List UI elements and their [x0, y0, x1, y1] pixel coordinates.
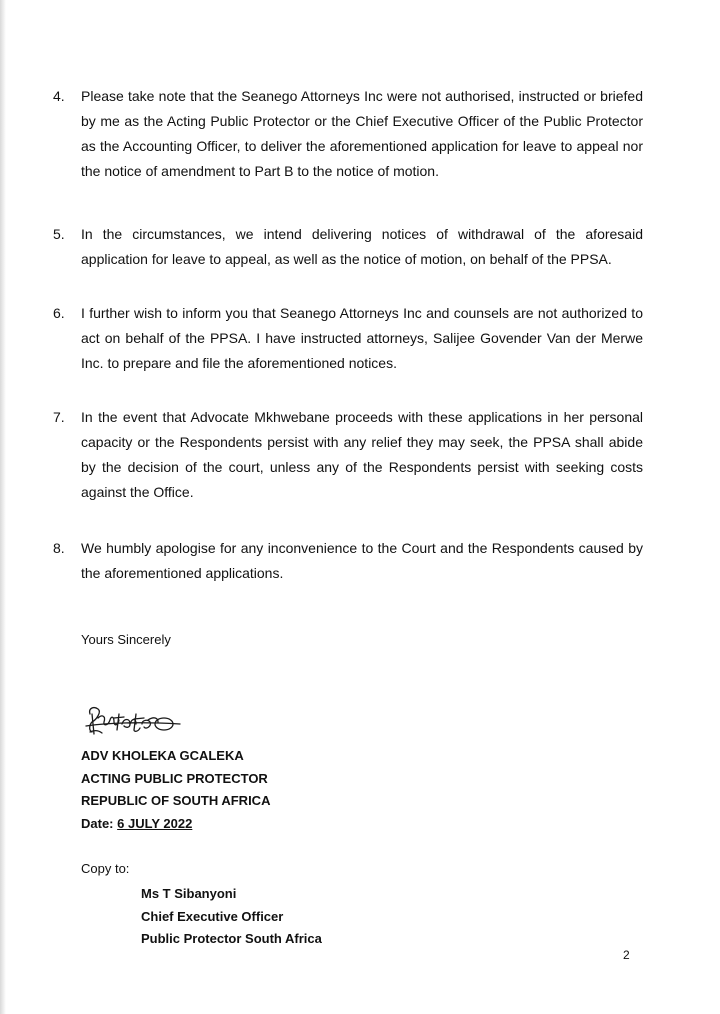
copy-recipient-name: Ms T Sibanyoni [141, 886, 237, 901]
signature-date [81, 813, 270, 836]
copy-recipient-org: Public Protector South Africa [141, 931, 322, 947]
copy-recipient-block [141, 883, 322, 951]
paragraph-number: 6. [53, 305, 65, 321]
closing-salutation: Yours Sincerely [81, 632, 171, 647]
paragraph-number: 4. [53, 88, 65, 104]
page-number: 2 [623, 948, 630, 962]
copy-recipient-title: Chief Executive Officer [141, 908, 284, 924]
paragraph-text: I further wish to inform you that Seanego Attorneys Inc and counsels are not authorized to act on behalf of the PPSA. I have instructed attorneys, Salijee Govender Van der Merwe Inc. to prepare and file the aforementioned notices. [81, 305, 643, 371]
signatory-block [81, 745, 270, 835]
date-value: 6 JULY 2022 [117, 815, 193, 831]
paragraph-8 [53, 536, 643, 586]
paragraph-4 [53, 84, 643, 184]
paragraph-text: Please take note that the Seanego Attorneys Inc were not authorised, instructed or briefed by me as the Acting Public Protector or the Chief Executive Officer of the Public Protector as the Accounting Officer, to deliver the aforementioned application for leave to appeal nor the notice of amendment to Part B to the notice of motion. [81, 88, 643, 179]
paragraph-6 [53, 301, 643, 376]
date-label: Date: [81, 815, 114, 831]
signatory-title: ACTING PUBLIC PROTECTOR [81, 770, 268, 786]
paragraph-7 [53, 405, 643, 505]
paragraph-number: 7. [53, 409, 65, 425]
signatory-name: ADV KHOLEKA GCALEKA [81, 748, 244, 763]
paragraph-number: 5. [53, 226, 65, 242]
page-edge-shadow [0, 0, 6, 1014]
handwritten-signature [84, 700, 184, 740]
paragraph-number: 8. [53, 540, 65, 556]
paragraph-5 [53, 222, 643, 272]
copy-to-label: Copy to: [81, 861, 130, 876]
paragraph-text: In the circumstances, we intend delivering notices of withdrawal of the aforesaid application for leave to appeal, as well as the notice of motion, on behalf of the PPSA. [81, 226, 643, 267]
signatory-country: REPUBLIC OF SOUTH AFRICA [81, 793, 271, 809]
paragraph-text: We humbly apologise for any inconvenience to the Court and the Respondents caused by the aforementioned applications. [81, 540, 643, 581]
paragraph-text: In the event that Advocate Mkhwebane proceeds with these applications in her personal capacity or the Respondents persist with any relief they may seek, the PPSA shall abide by the decision of the court, unless any of the Respondents persist with seeking costs against the Office. [81, 409, 643, 500]
